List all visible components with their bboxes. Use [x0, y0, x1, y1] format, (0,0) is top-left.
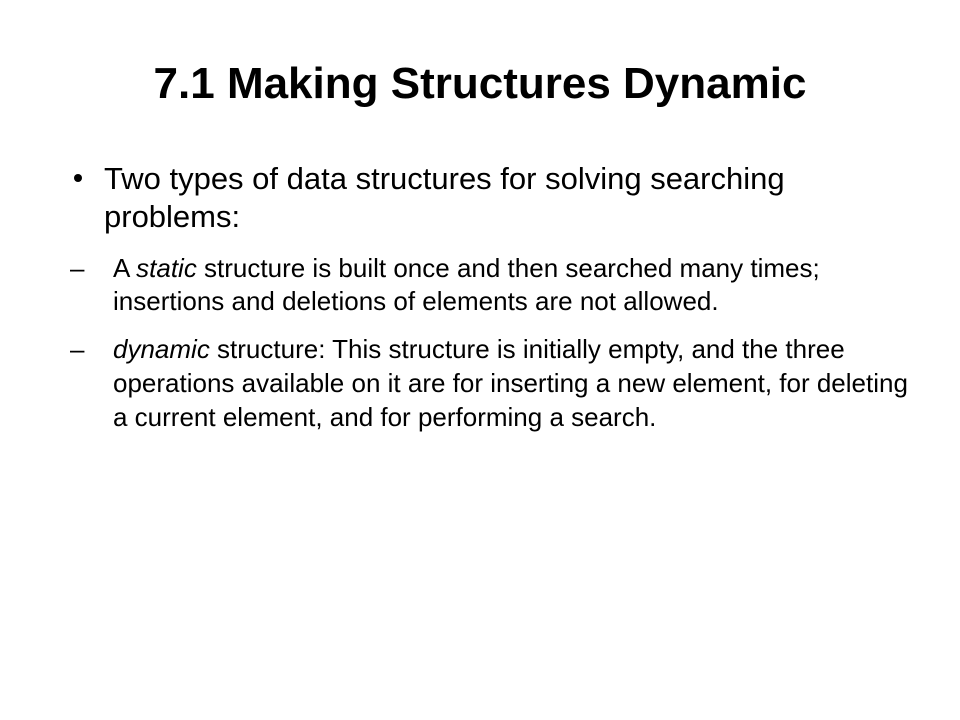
- sub-bullet-list: [66, 252, 916, 435]
- sub-bullet-static: [66, 252, 916, 320]
- slide-body: [66, 160, 916, 449]
- bullet-icon: [74, 174, 82, 182]
- sub-bullet-emphasis: dynamic: [113, 334, 210, 365]
- dash-icon: –: [70, 334, 85, 365]
- sub-bullet-lead: A: [113, 252, 137, 283]
- slide-title: 7.1 Making Structures Dynamic: [153, 59, 807, 108]
- bullet-item: [66, 160, 916, 236]
- sub-bullet-text: structure: This structure is initially empty, and the three operations available on it are for inserting a new element, for deleting a current element, and for performing a search.: [113, 334, 908, 432]
- dash-icon: –: [70, 252, 85, 283]
- bullet-text: Two types of data structures for solving searching problems:: [104, 161, 785, 234]
- sub-bullet-dynamic: [66, 333, 916, 434]
- sub-bullet-emphasis: static: [136, 252, 197, 283]
- sub-bullet-text: structure is built once and then searched many times; insertions and deletions of elements are not allowed.: [113, 252, 820, 317]
